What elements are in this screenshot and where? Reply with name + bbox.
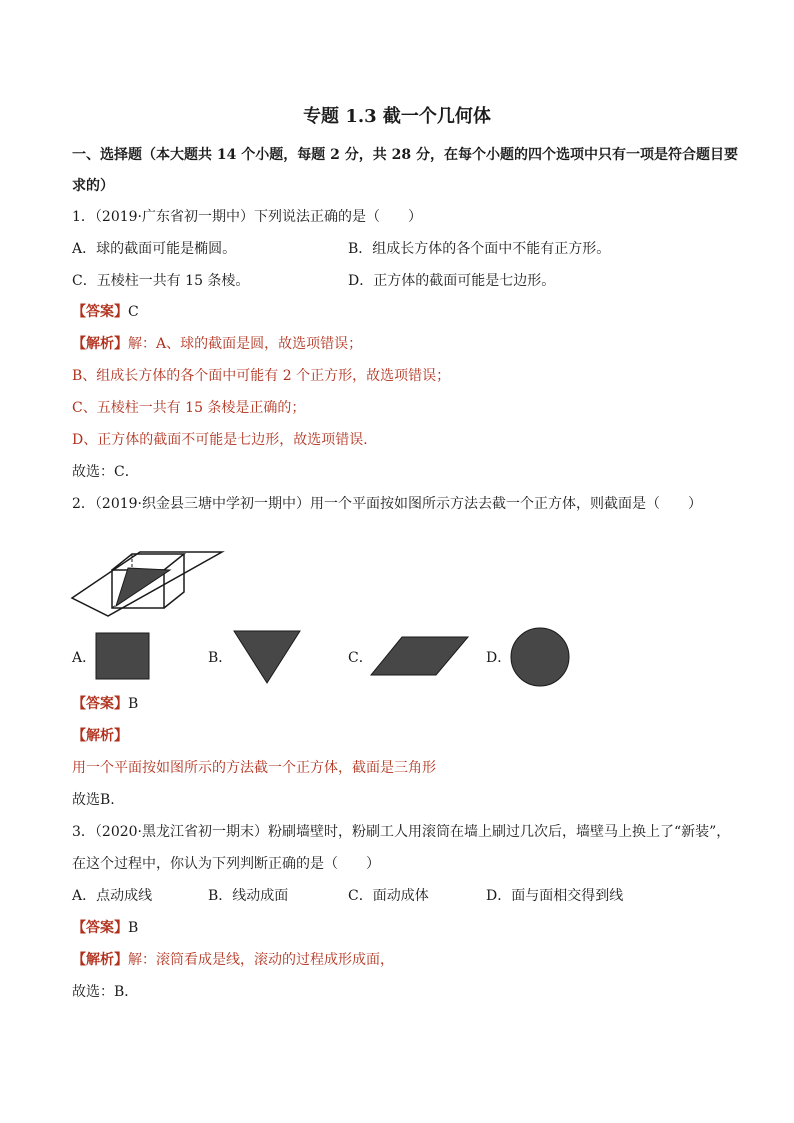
analysis-tag: 【解析】 xyxy=(72,336,128,352)
q2-analysis-text: 用一个平面按如图所示的方法截一个正方体，截面是三角形 xyxy=(72,760,436,776)
q3-option-a: A．点动成线 xyxy=(72,888,153,904)
q1-stem: 1．（2019·广东省初一期中）下列说法正确的是（ ） xyxy=(72,209,422,225)
cube-section-figure xyxy=(70,540,230,620)
q2-option-a-label: A． xyxy=(72,650,97,666)
q2-answer-line xyxy=(72,695,138,713)
q1-answer-line xyxy=(72,303,139,321)
q2-option-d-label: D． xyxy=(486,650,512,666)
q3-answer: B xyxy=(128,920,139,936)
triangle-shape-icon xyxy=(232,630,302,684)
q2-stem: 2．（2019·织金县三塘中学初一期中）用一个平面按如图所示方法去截一个正方体，则截面是（ ） xyxy=(72,496,702,512)
q3-analysis-line xyxy=(72,951,394,969)
q3-option-b: B．线动成面 xyxy=(208,888,289,904)
q1-answer: C xyxy=(128,304,139,320)
q1-analysis-b: B、组成长方体的各个面中可能有 2 个正方形，故选项错误； xyxy=(72,368,451,384)
q2-choice: 故选B. xyxy=(72,792,115,808)
square-shape-icon xyxy=(95,632,150,680)
q1-option-c: C．五棱柱一共有 15 条棱。 xyxy=(72,273,250,289)
analysis-tag: 【解析】 xyxy=(72,728,128,744)
section-heading-line1: 一、选择题（本大题共 14 个小题，每题 2 分，共 28 分，在每个小题的四个选项中只有一项是符合题目要 xyxy=(72,147,738,163)
q3-analysis-text: 解：滚筒看成是线，滚动的过程成形成面， xyxy=(128,952,394,968)
answer-tag: 【答案】 xyxy=(72,696,128,712)
q3-stem-line2: 在这个过程中，你认为下列判断正确的是（ ） xyxy=(72,856,380,872)
q1-analysis-text: 解：A、球的截面是圆，故选项错误； xyxy=(128,336,363,352)
parallelogram-shape-icon xyxy=(370,636,470,676)
q1-analysis-d: D、正方体的截面不可能是七边形，故选项错误． xyxy=(72,432,378,448)
q2-option-b-label: B． xyxy=(208,650,233,666)
analysis-tag: 【解析】 xyxy=(72,952,128,968)
section-triangle xyxy=(116,568,170,606)
q3-answer-line xyxy=(72,919,138,937)
answer-tag: 【答案】 xyxy=(72,304,128,320)
q1-option-d: D．正方体的截面可能是七边形。 xyxy=(348,273,556,289)
section-heading-line2: 求的） xyxy=(72,178,114,194)
q3-stem-line1: 3．（2020·黑龙江省初一期末）粉刷墙壁时，粉刷工人用滚筒在墙上刷过几次后，墙壁马上换上了“新装”， xyxy=(72,824,731,840)
q1-choice: 故选：C． xyxy=(72,464,139,480)
q1-analysis-c: C、五棱柱一共有 15 条棱是正确的； xyxy=(72,400,306,416)
q2-answer: B xyxy=(128,696,139,712)
q2-option-c-label: C． xyxy=(348,650,373,666)
cube-top-edges xyxy=(112,554,184,570)
q1-option-b: B．组成长方体的各个面中不能有正方形。 xyxy=(348,241,611,257)
q3-option-c: C．面动成体 xyxy=(348,888,429,904)
q1-analysis-line xyxy=(72,335,362,353)
page-title: 专题 1.3 截一个几何体 xyxy=(303,106,491,127)
q1-option-a: A．球的截面可能是椭圆。 xyxy=(72,241,237,257)
answer-tag: 【答案】 xyxy=(72,920,128,936)
q3-option-d: D．面与面相交得到线 xyxy=(486,888,624,904)
q3-choice: 故选：B． xyxy=(72,984,139,1000)
circle-shape-icon xyxy=(510,627,570,687)
